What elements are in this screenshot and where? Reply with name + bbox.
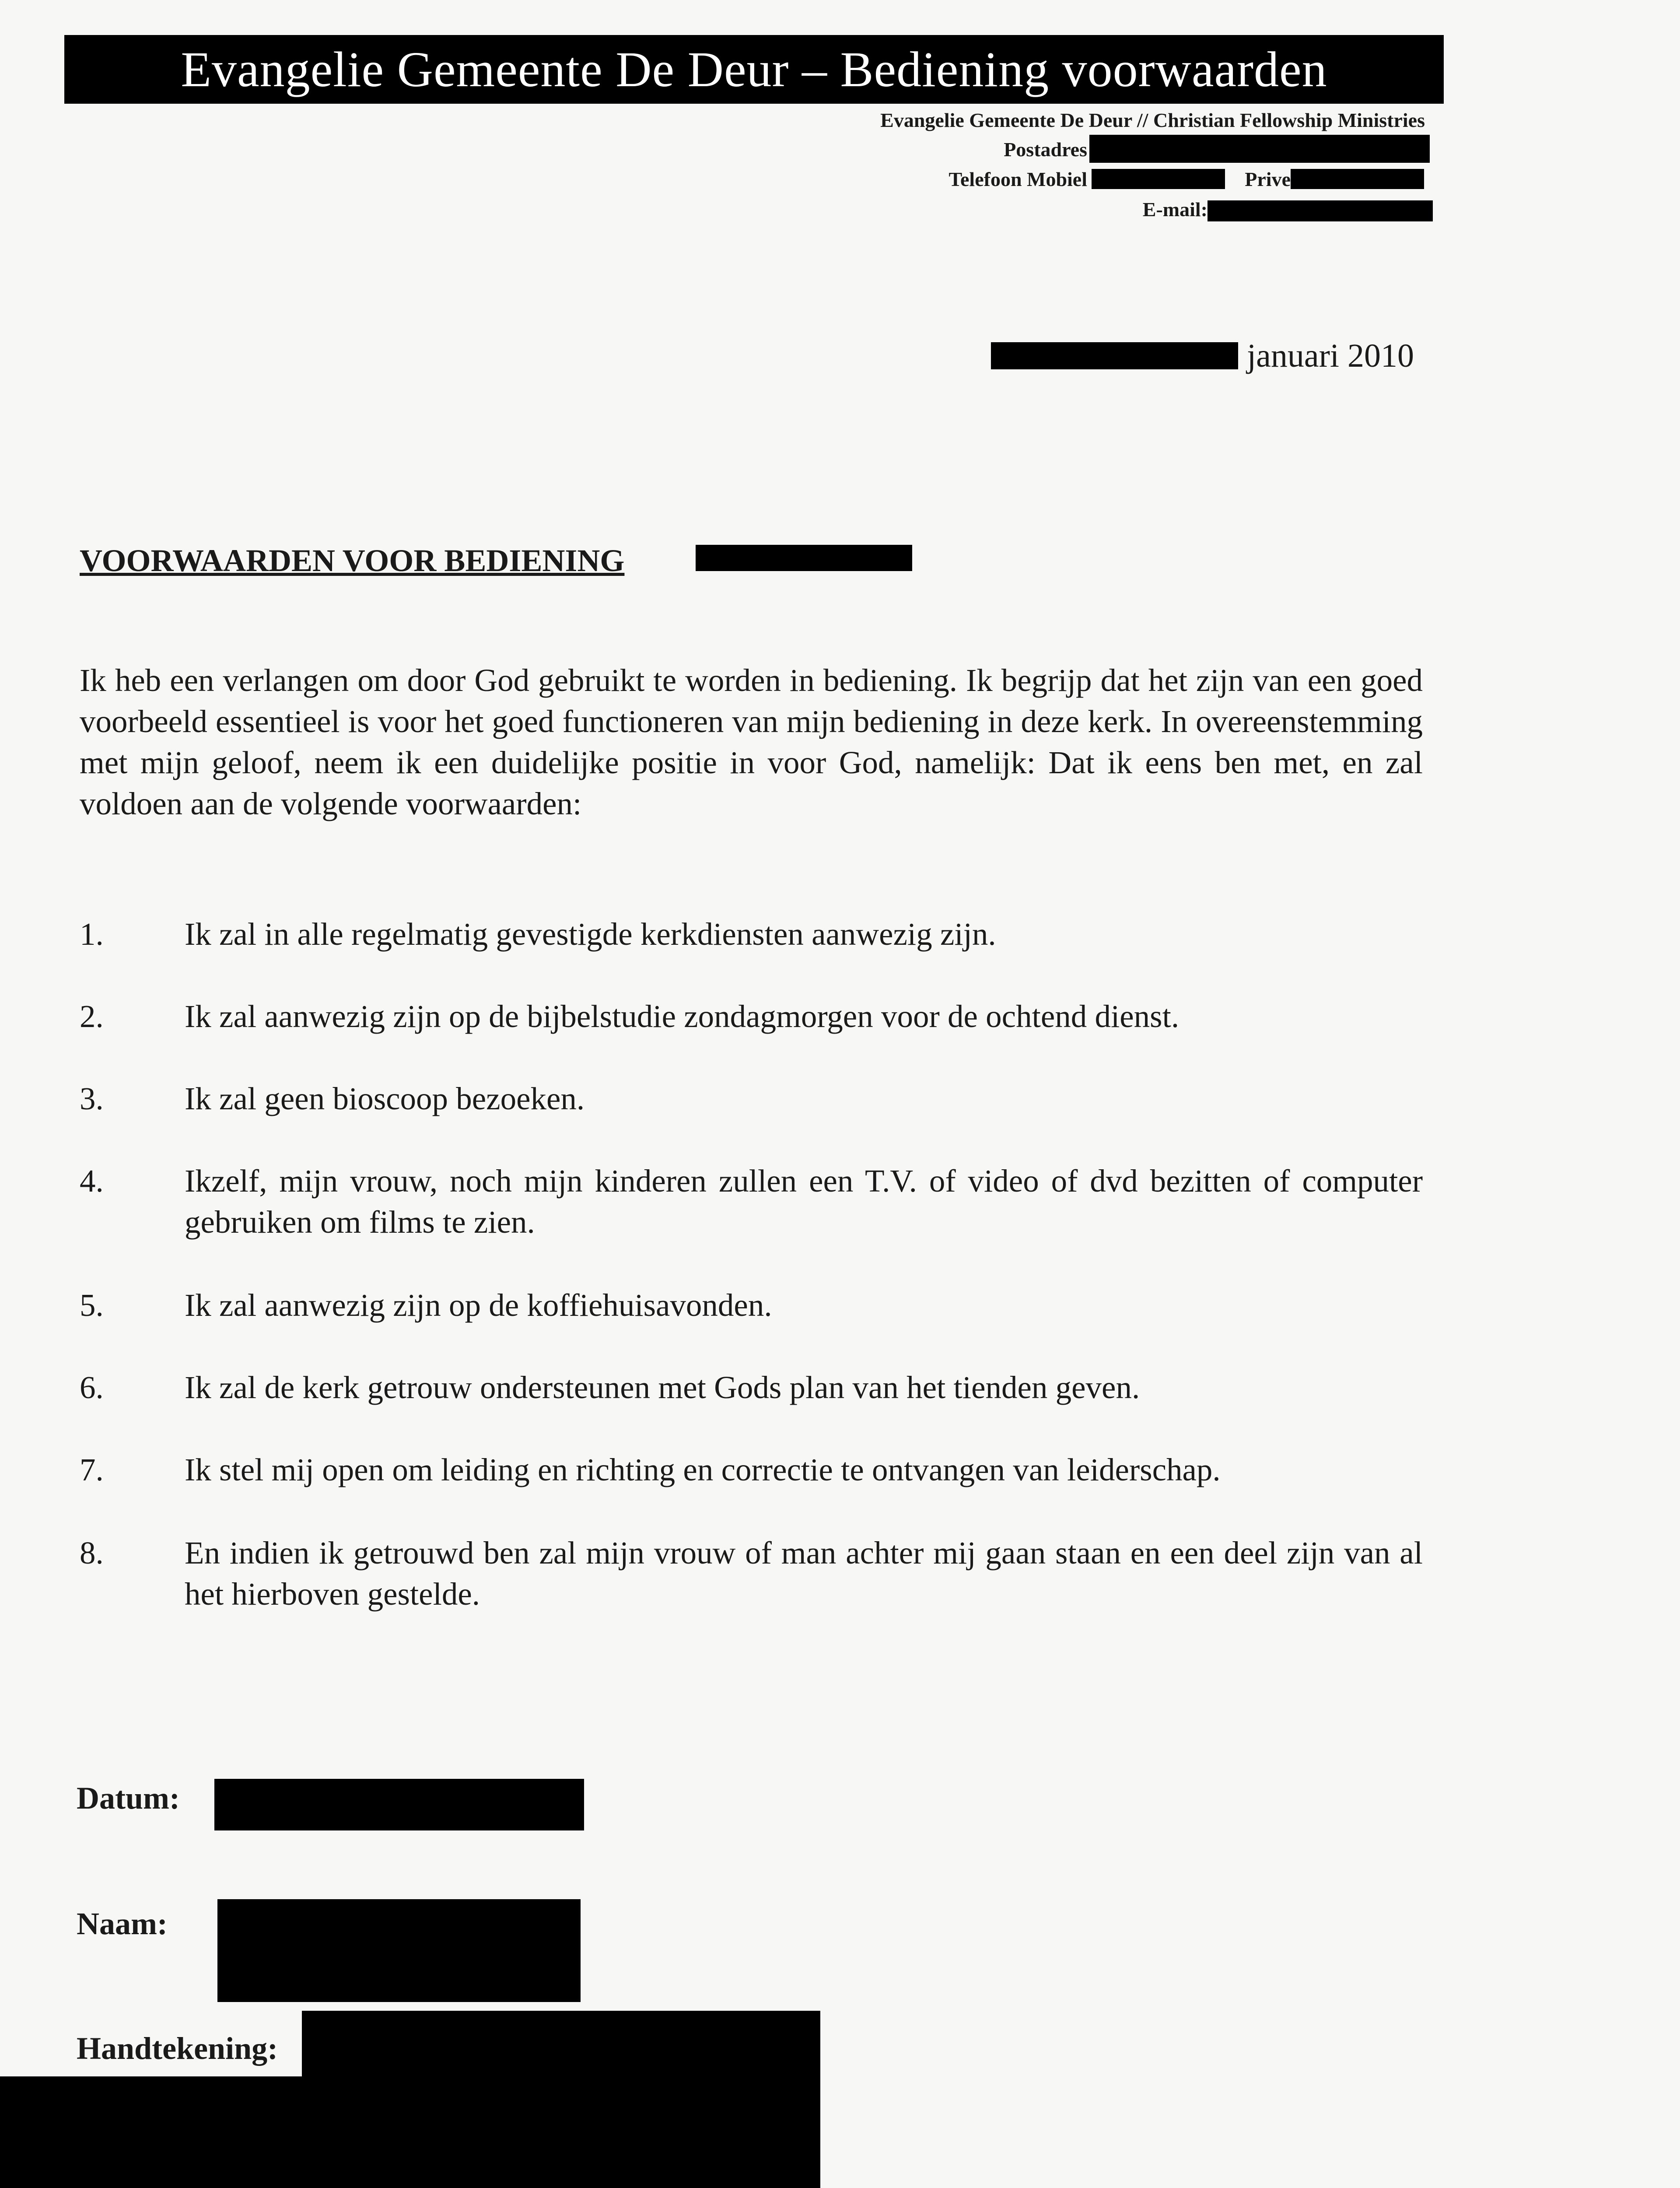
condition-text: Ik stel mij open om leiding en richting en correctie te ontvangen van leiderschap. — [185, 1452, 1221, 1487]
redacted-signature-block — [0, 2076, 820, 2188]
email-label: E-mail: — [1142, 198, 1208, 221]
handtekening-label: Handtekening: — [77, 2031, 278, 2066]
redacted-title-name — [696, 545, 912, 571]
condition-number: 1. — [80, 916, 104, 952]
condition-text: Ik zal in alle regelmatig gevestigde kerkdiensten aanwezig zijn. — [185, 916, 996, 952]
condition-text: En indien ik getrouwd ben zal mijn vrouw of man achter mij gaan staan en een deel zijn van al het hierboven gestelde. — [185, 1535, 1423, 1612]
redacted-email — [1208, 200, 1433, 221]
condition-number: 8. — [80, 1535, 104, 1571]
condition-number: 6. — [80, 1370, 104, 1405]
letterhead-banner — [64, 35, 1444, 104]
redacted-telefoon — [1092, 169, 1225, 189]
intro-paragraph: Ik heb een verlangen om door God gebruikt te worden in bediening. Ik begrijp dat het zijn van een goed voorbeeld essentieel is voor het goed functioneren van mijn bediening in deze kerk. In overeenstemming met mijn geloof, neem ik een duidelijke positie in voor God, namelijk: Dat ik eens ben met, en zal voldoen aan de volgende voorwaarden: — [80, 663, 1423, 821]
redacted-naam-field — [217, 1899, 581, 2002]
redacted-prive — [1291, 169, 1424, 189]
naam-label: Naam: — [77, 1906, 168, 1941]
telefoon-label: Telefoon Mobiel — [948, 168, 1087, 190]
condition-text: Ik zal aanwezig zijn op de koffiehuisavonden. — [185, 1287, 772, 1323]
condition-number: 3. — [80, 1081, 104, 1116]
condition-text: Ik zal geen bioscoop bezoeken. — [185, 1081, 585, 1116]
condition-text: Ik zal aanwezig zijn op de bijbelstudie zondagmorgen voor de ochtend dienst. — [185, 999, 1180, 1034]
redacted-postadres — [1089, 135, 1430, 163]
redacted-date-day — [991, 342, 1238, 369]
condition-number: 7. — [80, 1452, 104, 1487]
letter-date: januari 2010 — [1247, 337, 1414, 374]
postadres-label: Postadres — [1004, 138, 1087, 161]
condition-text: Ikzelf, mijn vrouw, noch mijn kinderen zullen een T.V. of video of dvd bezitten of computer gebruiken om films te zien. — [185, 1163, 1423, 1240]
org-line: Evangelie Gemeente De Deur // Christian Fellowship Ministries — [880, 109, 1425, 131]
condition-text: Ik zal de kerk getrouw ondersteunen met Gods plan van het tienden geven. — [185, 1370, 1140, 1405]
condition-number: 2. — [80, 999, 104, 1034]
condition-number: 4. — [80, 1163, 104, 1199]
banner-title: Evangelie Gemeente De Deur – Bediening voorwaarden — [181, 41, 1327, 97]
prive-label: Prive — [1245, 168, 1291, 190]
section-title: VOORWAARDEN VOOR BEDIENING — [80, 543, 625, 578]
datum-label: Datum: — [77, 1781, 180, 1816]
redacted-signature-field — [302, 2011, 820, 2087]
condition-number: 5. — [80, 1287, 104, 1323]
redacted-datum-field — [214, 1779, 584, 1830]
